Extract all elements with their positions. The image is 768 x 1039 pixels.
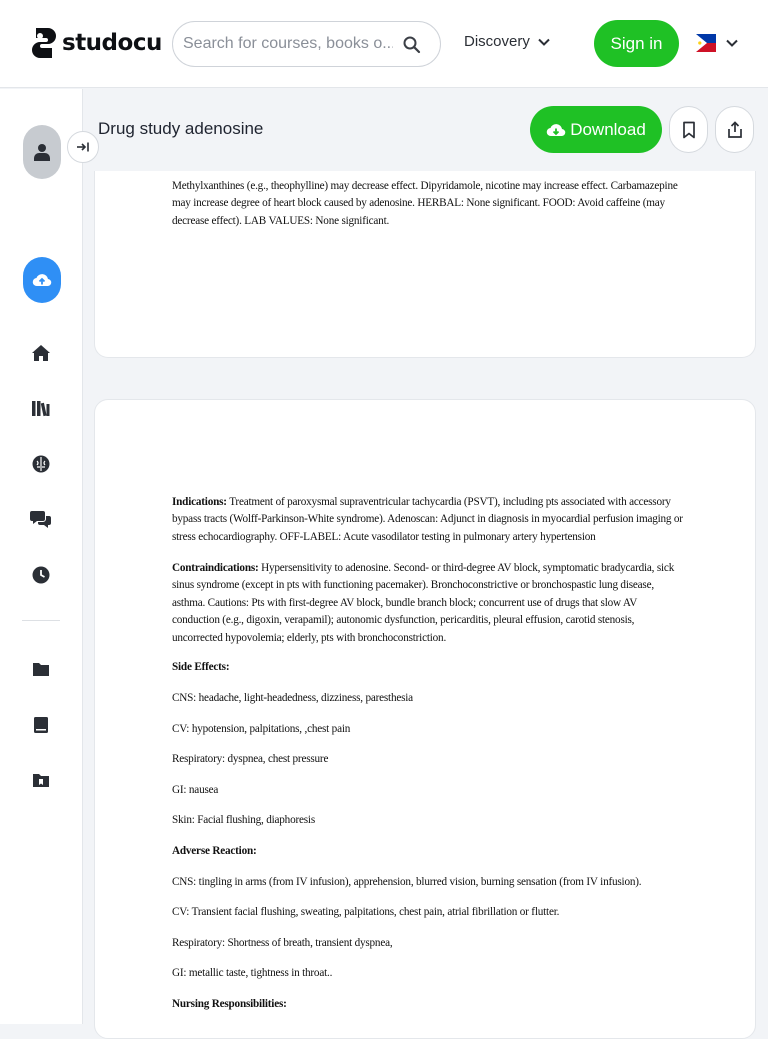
studocu-logo[interactable]	[30, 26, 162, 60]
adverse-reaction-cns: CNS: tingling in arms (from IV infusion), apprehension, blurred vision, burning sensation (from IV infusion).	[172, 876, 642, 888]
left-sidebar	[0, 89, 83, 1024]
download-button[interactable]	[530, 106, 662, 153]
download-cloud-icon	[546, 122, 566, 138]
side-effect-cv: CV: hypotension, palpitations, ,chest pain	[172, 723, 351, 735]
sidebar-divider	[22, 620, 60, 621]
page1-paragraph: Methylxanthines (e.g., theophylline) may decrease effect. Dipyridamole, nicotine may increase effect. Carbamazepine may increase degree of heart block caused by adenosine. HERBAL: None significant. FOOD: Avoid caffeine (may decrease effect). LAB VALUES: None significant.	[172, 180, 678, 227]
home-icon	[31, 344, 51, 362]
sidebar-item-library[interactable]	[30, 397, 52, 419]
search-input[interactable]	[183, 32, 393, 56]
search-icon[interactable]	[402, 35, 422, 55]
indications-label: Indications:	[172, 496, 227, 508]
side-effects-heading: Side Effects:	[172, 661, 230, 673]
chevron-down-icon	[726, 39, 738, 47]
contraindications-label: Contraindications:	[172, 562, 259, 574]
share-button[interactable]	[715, 106, 754, 153]
adverse-reaction-gi: GI: metallic taste, tightness in throat..	[172, 967, 333, 979]
folder-bookmark-icon	[32, 772, 50, 788]
side-effect-gi: GI: nausea	[172, 784, 219, 796]
side-effect-respiratory: Respiratory: dyspnea, chest pressure	[172, 753, 329, 765]
clock-icon	[31, 565, 51, 585]
language-selector[interactable]	[696, 34, 738, 52]
contraindications-text: Hypersensitivity to adenosine. Second- or third-degree AV block, symptomatic bradycardia, sick sinus syndrome (except in pts with functioning pacemaker). Bronchoconstrictive or bronchospastic lung disease, asthma. Cautions: Pts with first-degree AV block, bundle branch block; concurrent use of drugs that slow AV conduction (e.g., digoxin, verapamil); autonomic dysfunction, pericarditis, pleural effusion, carotid stenosis, uncorrected hypovolemia; elderly, pts with bronchoconstriction.	[172, 562, 675, 644]
brain-icon	[31, 454, 51, 474]
folder-icon	[32, 661, 50, 677]
library-icon	[31, 399, 51, 417]
indications-text: Treatment of paroxysmal supraventricular tachycardia (PSVT), including pts associated with accessory bypass tracts (Wolff-Parkinson-White syndrome). Adenoscan: Adjunct in diagnosis in myocardial perfusion imaging or stress echocardiography. OFF-LABEL: Acute vasodilator testing in pulmonary artery hypertension	[172, 496, 683, 543]
sidebar-item-recent[interactable]	[30, 564, 52, 586]
adverse-reaction-cv: CV: Transient facial flushing, sweating, palpitations, chest pain, atrial fibrillation or flutter.	[172, 906, 560, 918]
studocu-logo-icon	[30, 26, 58, 60]
adverse-reaction-heading: Adverse Reaction:	[172, 845, 257, 857]
upload-button[interactable]	[23, 257, 61, 303]
bookmark-icon	[682, 121, 696, 139]
book-icon	[33, 716, 49, 734]
sidebar-item-saved[interactable]	[30, 769, 52, 791]
chevron-down-icon	[538, 38, 550, 46]
adverse-reaction-respiratory: Respiratory: Shortness of breath, transient dyspnea,	[172, 937, 393, 949]
bookmark-button[interactable]	[669, 106, 708, 153]
sidebar-item-ai[interactable]	[30, 453, 52, 475]
side-effect-cns: CNS: headache, light-headedness, dizziness, paresthesia	[172, 692, 413, 704]
upload-cloud-icon	[32, 272, 52, 288]
side-effect-skin: Skin: Facial flushing, diaphoresis	[172, 814, 315, 826]
avatar[interactable]	[23, 125, 61, 179]
contraindications-paragraph	[172, 560, 687, 647]
document-title: Drug study adenosine	[98, 119, 264, 138]
top-navigation-bar	[0, 0, 768, 88]
collapse-arrow-icon	[76, 141, 90, 153]
user-icon	[34, 143, 50, 161]
document-header	[84, 89, 768, 171]
share-icon	[727, 121, 743, 139]
sidebar-collapse-button[interactable]	[67, 131, 99, 163]
discovery-menu[interactable]	[464, 33, 550, 50]
chat-icon	[30, 509, 52, 529]
sidebar-item-folders[interactable]	[30, 658, 52, 680]
sidebar-item-chat[interactable]	[30, 508, 52, 530]
nursing-responsibilities-heading: Nursing Responsibilities:	[172, 998, 287, 1010]
search-box[interactable]	[172, 21, 441, 67]
discovery-label: Discovery	[464, 33, 530, 50]
sidebar-item-home[interactable]	[30, 342, 52, 364]
philippines-flag-icon	[696, 34, 716, 52]
indications-paragraph	[172, 494, 687, 546]
document-page-2	[94, 399, 756, 1039]
document-page-1	[94, 160, 756, 358]
download-label: Download	[570, 119, 646, 139]
sidebar-item-courses[interactable]	[30, 714, 52, 736]
logo-text: studocu	[62, 30, 162, 56]
sign-in-button[interactable]: Sign in	[594, 20, 679, 67]
